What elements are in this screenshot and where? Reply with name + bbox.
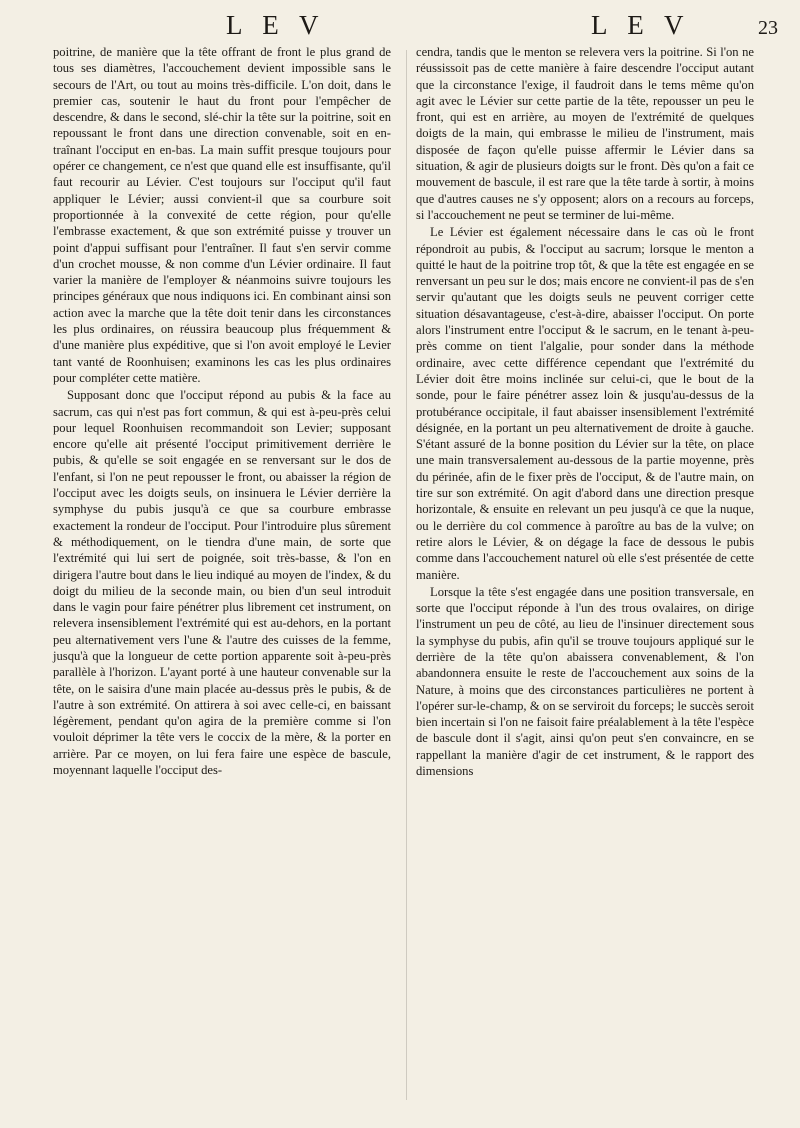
paragraph: Lorsque la tête s'est engagée dans une position transversale, en sorte que l'occiput réponde à l'un des trous ovalaires, on dirige l'instrument un peu de côté, au lieu de l'insinuer directement sous la symphyse du pubis, afin qu'il se trouve toujours appliqué sur le derrière de la tête qu'on abaissera convenablement, & l'on abandonnera ensuite le reste de l'accouchement aux soins de la Nature, à moins que des circonstances particulières ne portent à l'opérer sur-le-champ, & on se serviroit du forceps; le succès seroit bien incertain si l'on ne faisoit faire préalablement à la tête l'espèce de bascule dont il s'agit, ainsi qu'on peut s'en convaincre, en se rappellant la manière d'agir de cet instrument, & le rapport des dimensions	[416, 584, 754, 779]
column-gutter	[406, 50, 407, 1100]
page-number: 23	[758, 17, 778, 39]
paragraph: Supposant donc que l'occiput répond au pubis & la face au sacrum, cas qui n'est pas fort commun, & qui est à-peu-près celui pour lequel Roonhuisen recommandoit son Levier; supposant encore qu'elle ait présenté l'occiput primitivement derrière le pubis, & qu'elle se soit engagée en se renversant sur le dos de l'enfant, si l'on ne peut repousser le front, ou abaisser la région de l'occiput avec les doigts seuls, on insinuera le Lévier derrière la symphyse du pubis jusqu'à ce que sa courbure embrasse exactement la rondeur de l'occiput. Pour l'introduire plus sûrement & méthodiquement, on le tiendra d'une main, de sorte que l'extrémité qui lui sert de poignée, soit très-basse, & l'on en dirigera l'autre bout dans le lieu indiqué au moyen de l'index, & du doigt du milieu de la seconde main, ou bien d'un seul introduit dans le vagin pour faire pénétrer plus librement cet instrument, on relevera insensiblement l'extrémité qui est au-dehors, en la portant peu alternativement vers l'une & l'autre des cuisses de la femme, jusqu'à que la longueur de cette portion apparente soit à-peu-près parallèle à l'horizon. L'ayant porté à une hauteur convenable sur la tête, on le saisira d'une main placée au-dessus près le pubis, & de l'autre à son extrémité. On attirera à soi avec celle-ci, en baissant légèrement, pendant qu'on agira de la première comme si l'on vouloit déprimer la tête vers le coccix de la mère, & la porter en arrière. Par ce moyen, on lui fera faire une espèce de bascule, moyennant laquelle l'occiput des-	[53, 388, 391, 778]
running-head-left: L E V	[226, 10, 326, 40]
running-head-right: L E V	[591, 10, 691, 40]
paragraph: Le Lévier est également nécessaire dans le cas où le front répondroit au pubis, & l'occiput au sacrum; lorsque le menton a quitté le haut de la poitrine trop tôt, & que la tête est engagée en se renversant un peu sur le dos; mais encore ne convient-il pas de s'en servir qu'autant que les doigts seuls ne peuvent corriger cette situation désavantageuse, c'est-à-dire, abaisser l'occiput. On porte alors l'instrument entre l'occiput & le sacrum, en le tenant à-peu-près comme on tient l'algalie, pour sonder dans la méthode ordinaire, avec cette différence cependant que l'extrémité du Lévier doit être moins inclinée sur celui-ci, que le bout de la sonde, pour le faire pénétrer assez loin & jusqu'au-dessus de la protubérance occipitale, il faut abaisser insensiblement l'extrémité désignée, en la portant un peu alternativement de droite à gauche. S'étant assuré de la bonne position du Lévier sur la tête, on place une main transversalement au-dessous de la partie moyenne, près du périnée, afin de le fixer près de l'occiput, & de l'autre main, on tire sur son extrémité. On agit d'abord dans une direction presque horizontale, & ensuite en relevant un peu jusqu'à ce que la nuque, ou le derrière du col commence à paroître au bas de la vulve; on retire alors le Lévier, & on dégage la face de dessous le pubis comme dans l'accouchement naturel où elle s'est présentée de cette manière.	[416, 225, 754, 582]
right-column	[416, 44, 754, 779]
left-column	[53, 44, 391, 778]
paragraph: cendra, tandis que le menton se relevera vers la poitrine. Si l'on ne réussissoit pas de cette manière à faire descendre l'occiput autant que la circonstance l'exige, il faudroit dans le tems même qu'on agit avec le Lévier sur cette partie de la tête, repousser un peu le front, qui est en arrière, au moyen de l'extrémité de quelques doigts de la main, qui embrasse le milieu de l'instrument, mais disposée de façon qu'elle puisse affermir le Lévier dans sa situation, & agir de plusieurs doigts sur le front. Dès qu'on a fait ce mouvement de bascule, il est rare que la tête tarde à sortir, à moins que d'autres causes ne s'y opposent; alors on a recours au forceps, si l'accouchement ne peut se terminer de lui-même.	[416, 45, 754, 222]
page-header	[0, 10, 800, 46]
paragraph: poitrine, de manière que la tête offrant de front le plus grand de tous ses diamètres, l'accouchement devient impossible sans le secours de l'Art, ou tout au moins très-difficile. L'on doit, dans le premier cas, soutenir le haut du front pour l'empêcher de descendre, & dans le second, slé-chir la tête sur la poitrine, soit en repoussant le front dans une direction convenable, soit en en-traînant l'occiput en en-bas. La main suffit presque toujours pour opérer ce changement, ce n'est que quand elle est insuffisante, qu'il faut recourir au Lévier. C'est toujours sur l'occiput qu'il faut appliquer le Lévier; aussi convient-il que sa courbure soit proportionnée à la convexité de cette région, pour qu'elle l'embrasse exactement, & que son extrémité puisse y trouver un point d'appui suffisant pour l'entraîner. Il faut s'en servir comme d'un crochet mousse, & non comme d'un Lévier ordinaire. Il faut varier la manière de l'employer & néanmoins suivre toujours les principes généraux que nous indiquons ici. En combinant ainsi son action avec la marche que la tête doit tenir dans les circonstances les plus ordinaires, on réussira beaucoup plus fréquemment & d'une manière plus expéditive, que si l'on avoit employé le Levier tant vanté de Roonhuisen; examinons les cas les plus ordinaires pour compléter cette matière.	[53, 45, 391, 385]
